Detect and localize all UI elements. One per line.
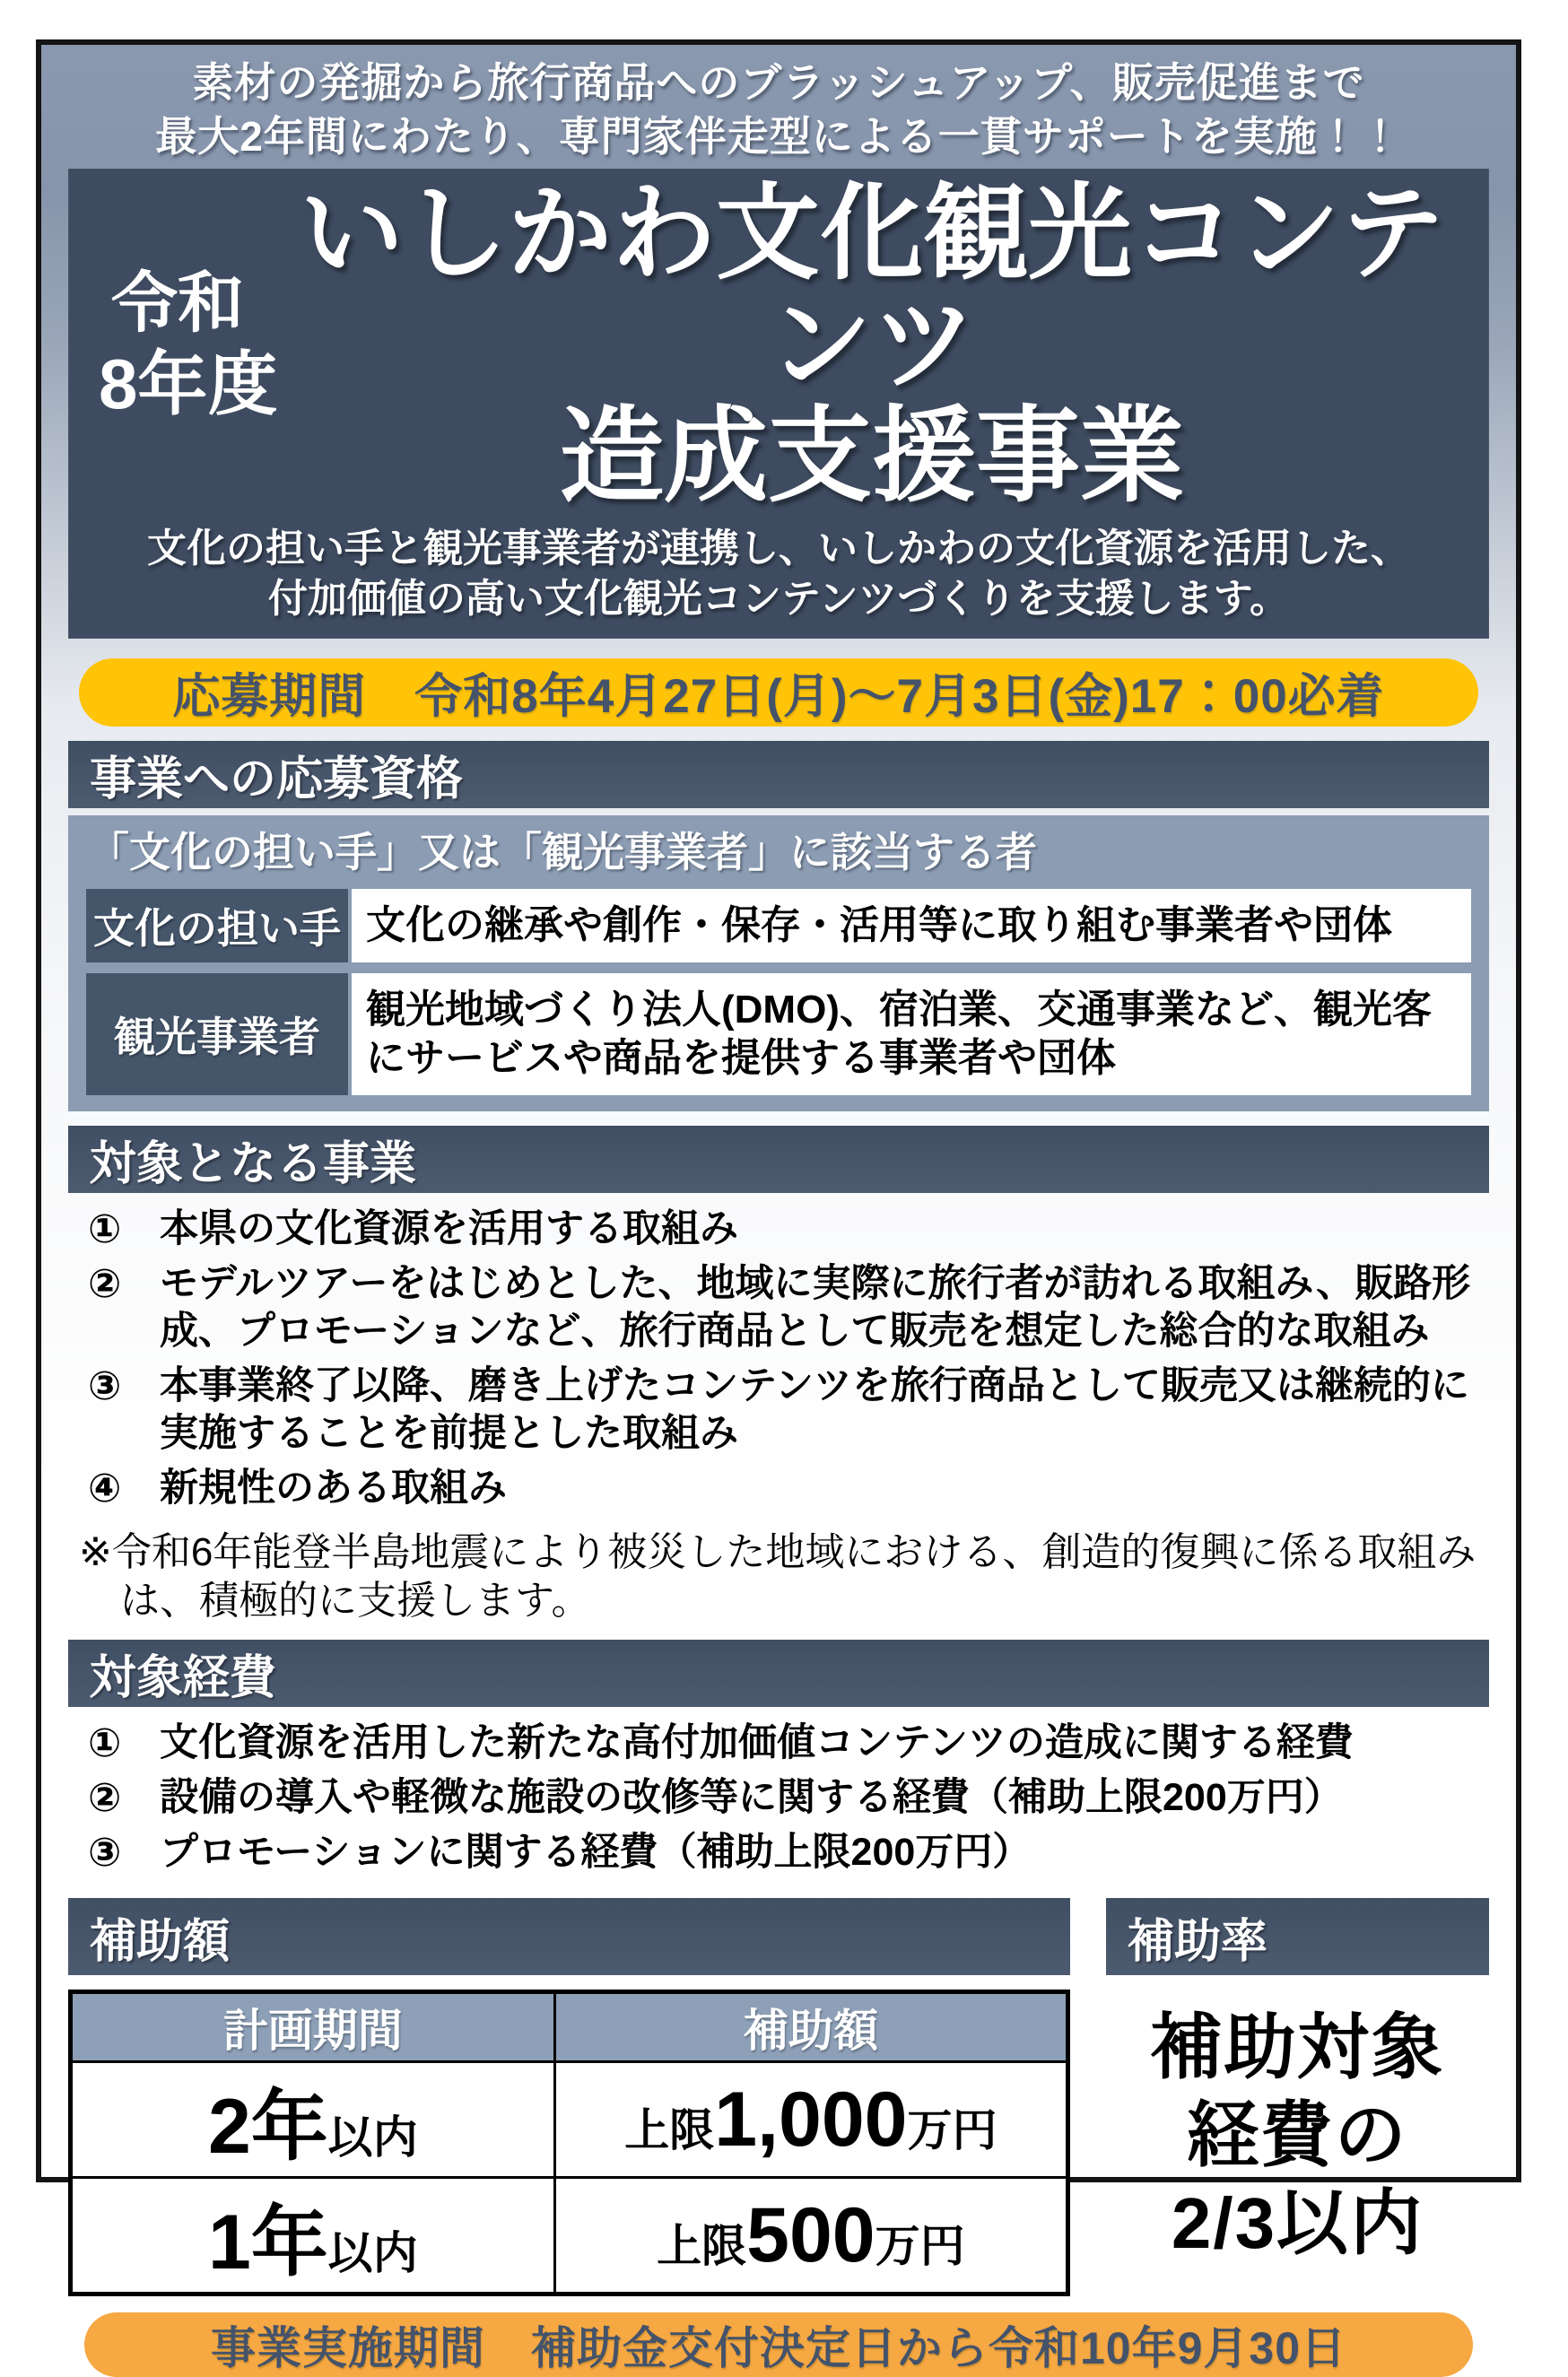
- list-item: [77, 1363, 1480, 1458]
- eligibility-description: 文化の継承や創作・保存・活用等に取り組む事業者や団体: [352, 889, 1471, 962]
- list-item: [77, 1720, 1480, 1767]
- title-row: [91, 175, 1466, 514]
- eligibility-row-tourism: [86, 973, 1471, 1095]
- item-text: プロモーションに関する経費（補助上限200万円）: [160, 1831, 1032, 1874]
- page-title: [278, 175, 1466, 514]
- subsidy-amount-column: [68, 1898, 1070, 2296]
- fiscal-year-number: 8年度: [99, 344, 278, 423]
- subsidy-rate-line1: 補助対象: [1150, 2007, 1445, 2087]
- table-row: [71, 2062, 1068, 2178]
- slogan-line1: 素材の発掘から旅行商品へのブラッシュアップ、販売促進まで: [192, 59, 1365, 106]
- item-number: ④: [88, 1467, 122, 1511]
- subsidy-section: [68, 1898, 1489, 2296]
- subsidy-rate-column: [1106, 1898, 1489, 2296]
- item-text: 本事業終了以降、磨き上げたコンテンツを旅行商品として販売又は継続的に実施することを前提とした取組み: [160, 1364, 1469, 1455]
- page-title-line2: 造成支援事業: [560, 397, 1184, 514]
- item-number: ①: [88, 1207, 122, 1251]
- eligibility-subheader: 「文化の担い手」又は「観光事業者」に該当する者: [88, 829, 1037, 875]
- list-item: [77, 1774, 1480, 1822]
- list-item: [77, 1206, 1480, 1253]
- column-header-amount: 補助額: [554, 1992, 1067, 2062]
- period-suffix: 以内: [327, 2112, 418, 2163]
- section-header-target-expenses: 対象経費: [68, 1640, 1489, 1707]
- page-subtitle-line2: 付加価値の高い文化観光コンテンツづくりを支援します。: [267, 577, 1290, 621]
- section-header-subsidy-rate: 補助率: [1106, 1898, 1489, 1975]
- column-header-period: 計画期間: [71, 1992, 555, 2062]
- amount-cell: [554, 2178, 1067, 2294]
- page-title-line1: いしかわ文化観光コンテンツ: [300, 175, 1444, 403]
- fiscal-year-era: 令和: [111, 266, 244, 341]
- period-cell: [71, 2062, 555, 2178]
- amount-suffix: 万円: [875, 2220, 965, 2271]
- amount-value: 1,000: [714, 2076, 908, 2163]
- table-row: [71, 2178, 1068, 2294]
- flyer-page: [36, 39, 1521, 2373]
- item-text: モデルツアーをはじめとした、地域に実際に旅行者が訪れる取組み、販路形成、プロモーションなど、旅行商品として販売を想定した総合的な取組み: [160, 1262, 1471, 1353]
- list-item: [77, 1829, 1480, 1876]
- item-number: ②: [88, 1262, 122, 1306]
- subsidy-amount-table: [68, 1990, 1070, 2296]
- table-header-row: [71, 1992, 1068, 2062]
- eligibility-panel: [68, 815, 1489, 1111]
- item-text: 文化資源を活用した新たな高付加価値コンテンツの造成に関する経費: [160, 1721, 1354, 1764]
- section-header-target-business: 対象となる事業: [68, 1126, 1489, 1193]
- item-number: ③: [88, 1831, 122, 1875]
- period-value: 1年: [207, 2199, 328, 2286]
- implementation-period-banner: 事業実施期間 補助金交付決定日から令和10年9月30日: [84, 2312, 1473, 2377]
- top-slogan: [68, 56, 1489, 163]
- column-gap: [1070, 1898, 1106, 2296]
- eligibility-label: 文化の担い手: [86, 889, 348, 962]
- eligibility-label: 観光事業者: [86, 973, 348, 1095]
- period-suffix: 以内: [327, 2228, 418, 2278]
- item-number: ②: [88, 1776, 122, 1820]
- subsidy-rate-value: [1106, 1975, 1489, 2296]
- amount-prefix: 上限: [657, 2220, 747, 2271]
- item-number: ①: [88, 1721, 122, 1765]
- eligibility-row-culture: [86, 889, 1471, 962]
- page-subtitle: [91, 524, 1466, 624]
- target-business-list: [77, 1206, 1480, 1519]
- item-text: 新規性のある取組み: [160, 1467, 507, 1510]
- page-subtitle-line1: 文化の担い手と観光事業者が連携し、いしかわの文化資源を活用した、: [147, 527, 1410, 570]
- list-item: [77, 1465, 1480, 1512]
- item-number: ③: [88, 1364, 122, 1408]
- section-header-eligibility: 事業への応募資格: [68, 741, 1489, 808]
- title-panel: [68, 169, 1489, 639]
- amount-cell: [554, 2062, 1067, 2178]
- item-text: 本県の文化資源を活用する取組み: [160, 1207, 738, 1250]
- subsidy-rate-line2: 経費の: [1187, 2095, 1408, 2175]
- item-text: 設備の導入や軽微な施設の改修等に関する経費（補助上限200万円）: [160, 1776, 1343, 1819]
- eligibility-description: 観光地域づくり法人(DMO)、宿泊業、交通事業など、観光客にサービスや商品を提供する事業者や団体: [352, 973, 1471, 1095]
- fiscal-year: [91, 264, 278, 424]
- subsidy-rate-line3: 2/3以内: [1171, 2183, 1424, 2263]
- amount-value: 500: [746, 2191, 875, 2278]
- earthquake-support-note: ※令和6年能登半島地震により被災した地域における、創造的復興に係る取組みは、積極的に支援します。: [79, 1530, 1477, 1623]
- amount-suffix: 万円: [907, 2104, 997, 2155]
- section-header-subsidy-amount: 補助額: [68, 1898, 1070, 1975]
- target-expenses-list: [77, 1720, 1480, 1884]
- amount-prefix: 上限: [624, 2104, 715, 2155]
- period-cell: [71, 2178, 555, 2294]
- slogan-line2: 最大2年間にわたり、専門家伴走型による一貫サポートを実施！！: [155, 113, 1402, 160]
- period-value: 2年: [207, 2084, 328, 2170]
- list-item: [77, 1260, 1480, 1355]
- application-period-banner: 応募期間 令和8年4月27日(月)～7月3日(金)17：00必着: [79, 658, 1478, 727]
